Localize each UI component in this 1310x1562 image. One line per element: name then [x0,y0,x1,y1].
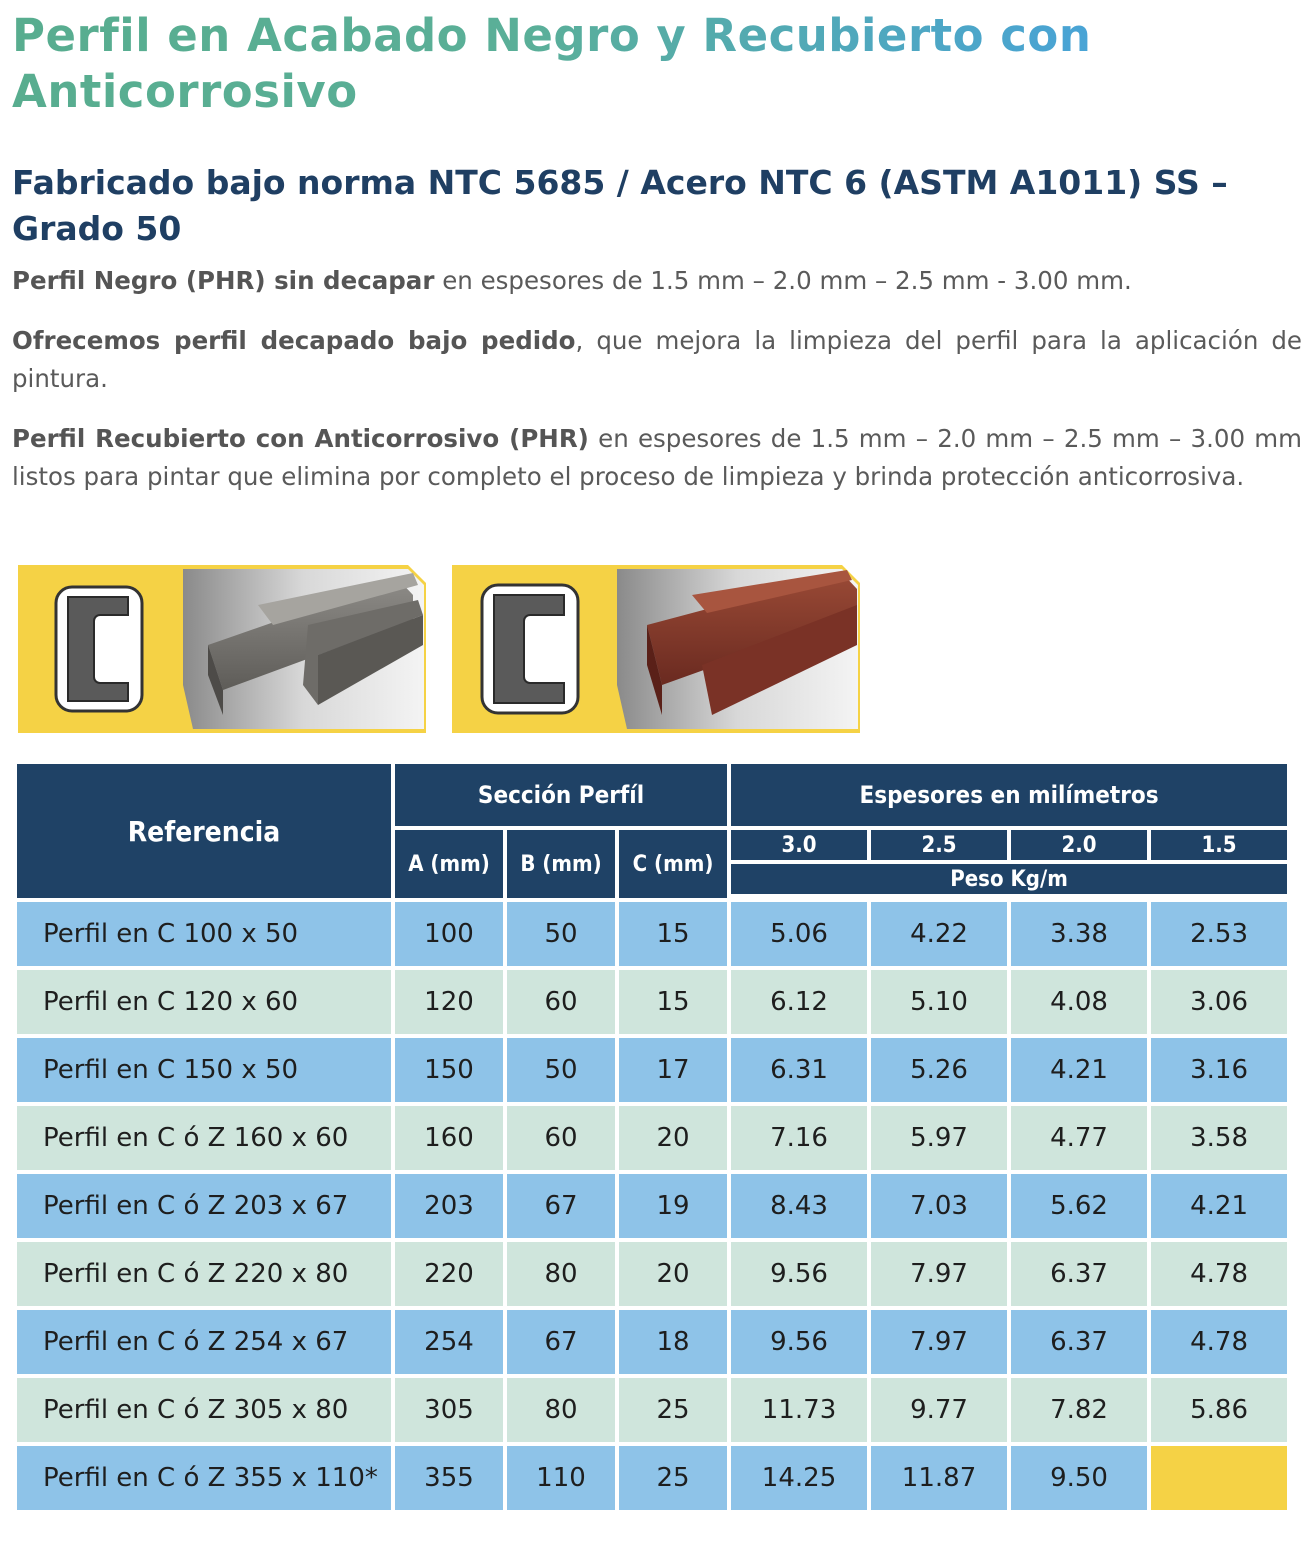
cell-c: 25 [619,1378,727,1442]
paragraph-bold: Ofrecemos perfil decapado bajo pedido [12,326,576,355]
table-row [17,1106,1287,1170]
product-image-perfil-anticorrosivo [452,565,860,733]
cell-b: 67 [507,1310,615,1374]
cell-w25: 11.87 [871,1446,1007,1510]
cell-a: 160 [395,1106,503,1170]
cell-w25: 7.03 [871,1174,1007,1238]
cell-w25: 9.77 [871,1378,1007,1442]
cell-a: 150 [395,1038,503,1102]
page-subtitle: Fabricado bajo norma NTC 5685 / Acero NTC 6 (ASTM A1011) SS – Grado 50 [12,163,1228,248]
cell-w15: 4.78 [1151,1242,1287,1306]
paragraph-decapado [12,322,1302,398]
cell-c: 15 [619,902,727,966]
header-thickness-2-0: 2.0 [1011,830,1147,860]
header-col-b: B (mm) [507,830,615,898]
table-header-row [17,764,1287,826]
cell-w25: 7.97 [871,1242,1007,1306]
table-row [17,1446,1287,1510]
cell-b: 60 [507,1106,615,1170]
product-image-perfil-negro [18,565,426,733]
cell-w30: 11.73 [731,1378,867,1442]
cell-a: 220 [395,1242,503,1306]
cell-a: 203 [395,1174,503,1238]
cell-referencia: Perfil en C ó Z 160 x 60 [17,1106,391,1170]
cell-w30: 9.56 [731,1242,867,1306]
cell-w15: 4.78 [1151,1310,1287,1374]
cell-w30: 14.25 [731,1446,867,1510]
cell-b: 50 [507,1038,615,1102]
table-body [17,902,1287,1510]
table-row [17,1038,1287,1102]
cell-c: 19 [619,1174,727,1238]
table-row [17,1378,1287,1442]
cell-w15: 3.58 [1151,1106,1287,1170]
cell-w20: 4.21 [1011,1038,1147,1102]
header-col-c: C (mm) [619,830,727,898]
cell-a: 305 [395,1378,503,1442]
cell-c: 25 [619,1446,727,1510]
cell-w20: 3.38 [1011,902,1147,966]
cell-b: 110 [507,1446,615,1510]
cell-w30: 7.16 [731,1106,867,1170]
cell-w20: 4.08 [1011,970,1147,1034]
cell-w20: 5.62 [1011,1174,1147,1238]
cell-w15: 2.53 [1151,902,1287,966]
cell-referencia: Perfil en C ó Z 305 x 80 [17,1378,391,1442]
cell-b: 60 [507,970,615,1034]
header-espesores: Espesores en milímetros [731,764,1287,826]
cell-b: 80 [507,1242,615,1306]
cell-referencia: Perfil en C 100 x 50 [17,902,391,966]
cell-w30: 6.12 [731,970,867,1034]
header-peso: Peso Kg/m [731,864,1287,894]
header-seccion-perfil: Sección Perfíl [395,764,727,826]
cell-c: 15 [619,970,727,1034]
cell-b: 80 [507,1378,615,1442]
cell-w30: 6.31 [731,1038,867,1102]
cell-a: 254 [395,1310,503,1374]
cell-c: 20 [619,1242,727,1306]
cell-w25: 7.97 [871,1310,1007,1374]
paragraph-bold: Perfil Recubierto con Anticorrosivo (PHR) [12,424,589,453]
cell-w20: 6.37 [1011,1242,1147,1306]
cell-w15 [1151,1446,1287,1510]
cell-c: 17 [619,1038,727,1102]
cell-w20: 4.77 [1011,1106,1147,1170]
header-thickness-1-5: 1.5 [1151,830,1287,860]
cell-a: 120 [395,970,503,1034]
page-title: Perfil en Acabado Negro y Recubierto con Anticorrosivo [12,8,1302,120]
header-thickness-3-0: 3.0 [731,830,867,860]
cell-referencia: Perfil en C ó Z 355 x 110* [17,1446,391,1510]
paragraph-text: , que mejora la limpieza del perfil para la aplicación de pintura. [12,326,1302,393]
cell-a: 355 [395,1446,503,1510]
paragraph-bold: Perfil Negro (PHR) sin decapar [12,266,435,295]
paragraph-text: en espesores de 1.5 mm – 2.0 mm – 2.5 mm - 3.00 mm. [434,266,1132,295]
specs-table [13,760,1291,1514]
cell-b: 67 [507,1174,615,1238]
cell-w25: 5.97 [871,1106,1007,1170]
table-row [17,1310,1287,1374]
cell-w25: 5.26 [871,1038,1007,1102]
cell-b: 50 [507,902,615,966]
paragraph-text: en espesores de 1.5 mm – 2.0 mm – 2.5 mm – 3.00 mm listos para pintar que elimina por completo el proceso de limpieza y brinda protección anticorrosiva. [12,424,1303,491]
cell-w30: 5.06 [731,902,867,966]
table-row [17,970,1287,1034]
paragraph-perfil-negro [12,262,1302,300]
cell-referencia: Perfil en C ó Z 254 x 67 [17,1310,391,1374]
header-col-a: A (mm) [395,830,503,898]
table-row [17,1242,1287,1306]
cell-w15: 5.86 [1151,1378,1287,1442]
cell-w25: 4.22 [871,902,1007,966]
cell-c: 18 [619,1310,727,1374]
header-thickness-2-5: 2.5 [871,830,1007,860]
cell-w20: 7.82 [1011,1378,1147,1442]
cell-referencia: Perfil en C ó Z 220 x 80 [17,1242,391,1306]
cell-referencia: Perfil en C 120 x 60 [17,970,391,1034]
cell-w20: 6.37 [1011,1310,1147,1374]
paragraph-anticorrosivo [12,420,1302,496]
header-referencia: Referencia [17,764,391,898]
cell-w30: 8.43 [731,1174,867,1238]
cell-w15: 3.06 [1151,970,1287,1034]
cell-w15: 3.16 [1151,1038,1287,1102]
cell-c: 20 [619,1106,727,1170]
cell-referencia: Perfil en C 150 x 50 [17,1038,391,1102]
table-row [17,1174,1287,1238]
cell-w30: 9.56 [731,1310,867,1374]
cell-a: 100 [395,902,503,966]
cell-w15: 4.21 [1151,1174,1287,1238]
cell-w25: 5.10 [871,970,1007,1034]
table-row [17,902,1287,966]
cell-referencia: Perfil en C ó Z 203 x 67 [17,1174,391,1238]
cell-w20: 9.50 [1011,1446,1147,1510]
